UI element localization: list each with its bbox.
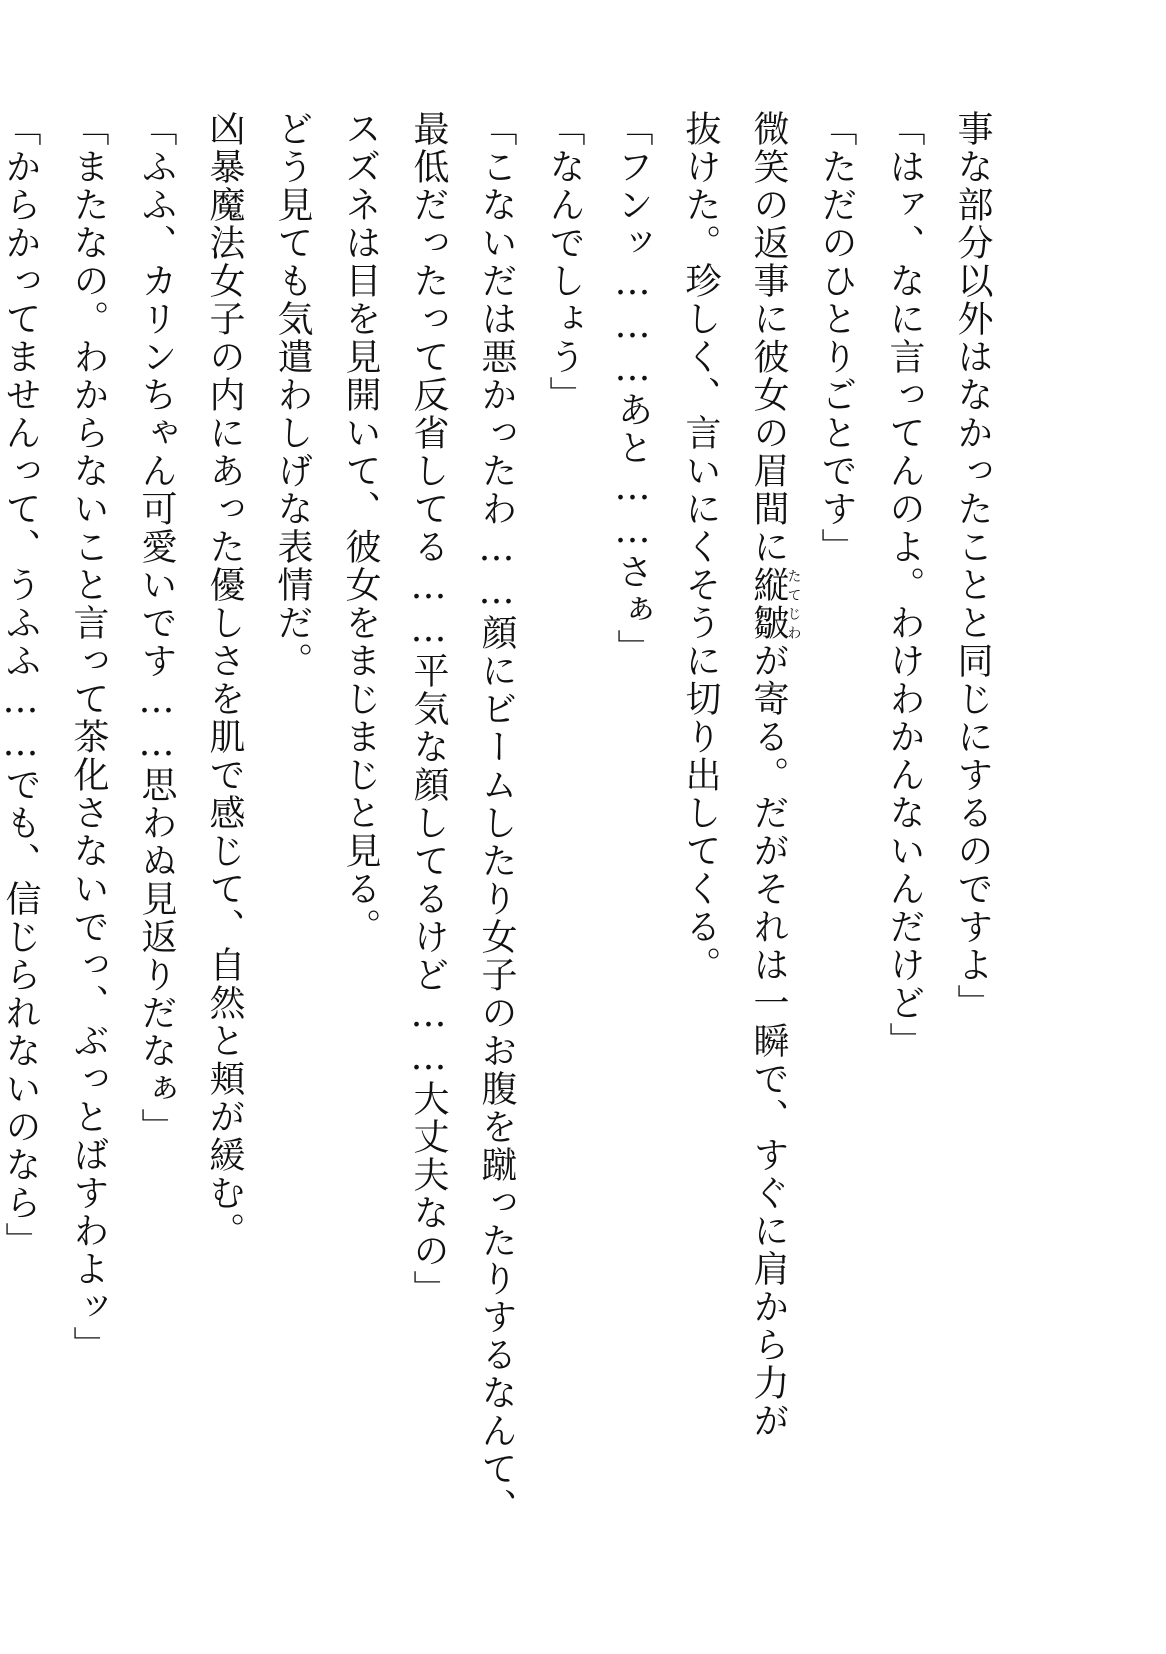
ruby-base: 縦皺 [748,566,789,642]
text-line-1: 事な部分以外はなかったことと同じにするのですよ」 [952,110,993,1022]
ruby-reading: たてじわ [785,566,802,642]
text-line-8: 「こないだは悪かったわ……顔にビームしたり女子のお腹を蹴ったりするなんて、 [476,110,517,1526]
text-line-5: 抜けた。珍しく、言いにくそうに切り出してくる。 [680,110,721,984]
text-line-14: 「またなの。わからないこと言って茶化さないでっ、ぶっとばすわよッ」 [68,110,109,1364]
text-segment: 微笑の返事に彼女の眉間に [748,110,789,566]
vertical-text-block [0,110,1006,1560]
text-line-10: スズネは目を見開いて、彼女をまじまじと見る。 [340,110,381,946]
text-line-2: 「はァ、なに言ってんのよ。わけわかんないんだけど」 [884,110,925,1060]
text-segment: が寄る。だがそれは一瞬で、すぐに肩から力が [748,642,789,1440]
text-line-6: 「フンッ………あと……さぁ」 [612,110,653,667]
text-line-12: 凶暴魔法女子の内にあった優しさを肌で感じて、自然と頬が緩む。 [204,110,245,1250]
text-line-13: 「ふふ、カリンちゃん可愛いです……思わぬ見返りだなぁ」 [136,110,177,1146]
ruby-annotation [748,566,802,642]
text-line-15: 「からかってませんって、うふふ……でも、信じられないのなら」 [0,110,41,1260]
text-line-4 [734,110,802,1560]
text-line-9: 最低だったって反省してる……平気な顔してるけど……大丈夫なの」 [408,110,449,1308]
text-line-7: 「なんでしょう」 [544,110,585,414]
text-line-3: 「ただのひとりごとです」 [816,110,857,566]
text-line-11: どう見ても気遣わしげな表情だ。 [272,110,313,680]
